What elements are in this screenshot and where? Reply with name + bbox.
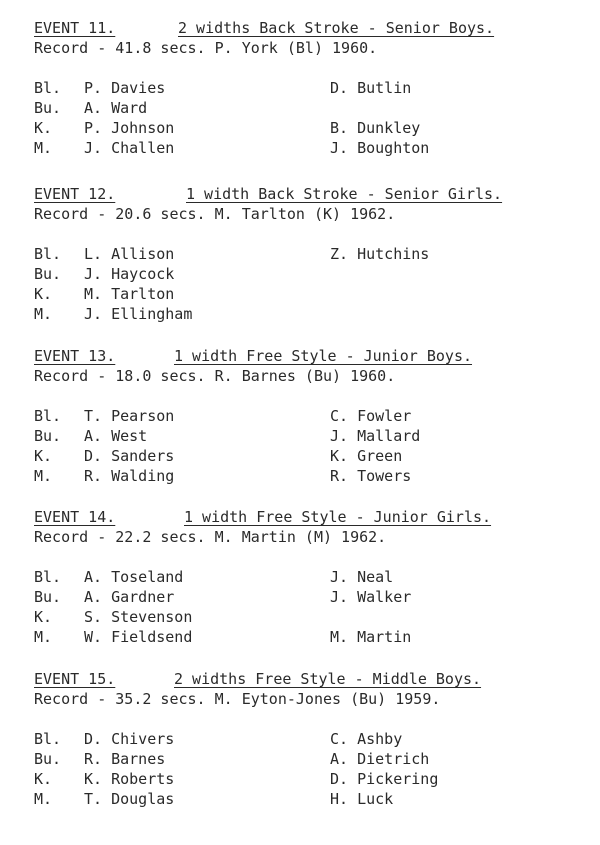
entry-row [34, 244, 574, 264]
entry-row [34, 446, 574, 466]
swimmer-name: J. Mallard [330, 427, 421, 445]
event-record: Record - 35.2 secs. M. Eyton-Jones (Bu) 1959. [34, 690, 441, 708]
swimmer-name: J. Challen [84, 139, 175, 157]
entries-list [34, 406, 574, 486]
house-code: K. [34, 447, 53, 465]
swimmer-name: R. Barnes [84, 750, 166, 768]
event-15-block [34, 669, 574, 809]
event-record: Record - 41.8 secs. P. York (Bl) 1960. [34, 39, 378, 57]
house-code: K. [34, 770, 53, 788]
swimmer-name: W. Fieldsend [84, 628, 193, 646]
event-label: EVENT 12. [34, 185, 116, 203]
entries-list [34, 78, 574, 158]
entry-row [34, 304, 574, 324]
house-code: Bu. [34, 588, 62, 606]
event-11-block [34, 18, 574, 158]
event-label: EVENT 15. [34, 670, 116, 688]
swimmer-name: J. Haycock [84, 265, 175, 283]
swimmer-name: M. Martin [330, 628, 412, 646]
entry-row [34, 406, 574, 426]
event-title: 1 width Free Style - Junior Boys. [174, 347, 473, 365]
swimmer-name: H. Luck [330, 790, 394, 808]
swimmer-name: K. Roberts [84, 770, 175, 788]
swimmer-name: T. Douglas [84, 790, 175, 808]
house-code: Bl. [34, 79, 62, 97]
event-label: EVENT 11. [34, 19, 116, 37]
house-code: Bu. [34, 427, 62, 445]
entry-row [34, 729, 574, 749]
swimmer-name: D. Sanders [84, 447, 175, 465]
entry-row [34, 118, 574, 138]
entry-row [34, 607, 574, 627]
swimmer-name: D. Pickering [330, 770, 439, 788]
swimmer-name: J. Walker [330, 588, 412, 606]
house-code: Bl. [34, 730, 62, 748]
swimmer-name: J. Neal [330, 568, 394, 586]
swimmer-name: M. Tarlton [84, 285, 175, 303]
swimmer-name: A. West [84, 427, 148, 445]
event-record: Record - 20.6 secs. M. Tarlton (K) 1962. [34, 205, 396, 223]
swimmer-name: C. Fowler [330, 407, 412, 425]
swimmer-name: J. Boughton [330, 139, 430, 157]
event-header [34, 184, 574, 204]
swimmer-name: A. Gardner [84, 588, 175, 606]
entry-row [34, 78, 574, 98]
house-code: Bu. [34, 265, 62, 283]
entry-row [34, 587, 574, 607]
entries-list [34, 729, 574, 809]
entries-list [34, 567, 574, 647]
swimmer-name: A. Dietrich [330, 750, 430, 768]
event-header [34, 346, 574, 366]
house-code: Bl. [34, 568, 62, 586]
swimmer-name: T. Pearson [84, 407, 175, 425]
event-title: 2 widths Back Stroke - Senior Boys. [178, 19, 495, 37]
house-code: Bl. [34, 407, 62, 425]
event-title: 2 widths Free Style - Middle Boys. [174, 670, 482, 688]
swimmer-name: D. Butlin [330, 79, 412, 97]
event-record: Record - 22.2 secs. M. Martin (M) 1962. [34, 528, 387, 546]
entry-row [34, 466, 574, 486]
event-14-block [34, 507, 574, 647]
entry-row [34, 769, 574, 789]
event-label: EVENT 13. [34, 347, 116, 365]
house-code: M. [34, 467, 53, 485]
event-record: Record - 18.0 secs. R. Barnes (Bu) 1960. [34, 367, 396, 385]
swimmer-name: K. Green [330, 447, 403, 465]
entry-row [34, 627, 574, 647]
swimmer-name: L. Allison [84, 245, 175, 263]
swimmer-name: S. Stevenson [84, 608, 193, 626]
house-code: K. [34, 608, 53, 626]
event-header [34, 18, 574, 38]
house-code: M. [34, 305, 53, 323]
house-code: Bl. [34, 245, 62, 263]
house-code: K. [34, 119, 53, 137]
swimmer-name: A. Ward [84, 99, 148, 117]
swimmer-name: B. Dunkley [330, 119, 421, 137]
entry-row [34, 98, 574, 118]
event-header [34, 669, 574, 689]
entries-list [34, 244, 574, 324]
event-label: EVENT 14. [34, 508, 116, 526]
event-title: 1 width Free Style - Junior Girls. [184, 508, 492, 526]
entry-row [34, 789, 574, 809]
house-code: Bu. [34, 99, 62, 117]
entry-row [34, 567, 574, 587]
entry-row [34, 264, 574, 284]
house-code: K. [34, 285, 53, 303]
house-code: M. [34, 139, 53, 157]
swimmer-name: P. Davies [84, 79, 166, 97]
event-title: 1 width Back Stroke - Senior Girls. [186, 185, 503, 203]
event-13-block [34, 346, 574, 486]
swimmer-name: J. Ellingham [84, 305, 193, 323]
event-header [34, 507, 574, 527]
swimmer-name: D. Chivers [84, 730, 175, 748]
house-code: M. [34, 628, 53, 646]
entry-row [34, 138, 574, 158]
swimmer-name: R. Towers [330, 467, 412, 485]
swimmer-name: P. Johnson [84, 119, 175, 137]
entry-row [34, 749, 574, 769]
event-12-block [34, 184, 574, 324]
house-code: Bu. [34, 750, 62, 768]
swimmer-name: A. Toseland [84, 568, 184, 586]
entry-row [34, 284, 574, 304]
entry-row [34, 426, 574, 446]
house-code: M. [34, 790, 53, 808]
swimmer-name: C. Ashby [330, 730, 403, 748]
swimmer-name: Z. Hutchins [330, 245, 430, 263]
swimmer-name: R. Walding [84, 467, 175, 485]
